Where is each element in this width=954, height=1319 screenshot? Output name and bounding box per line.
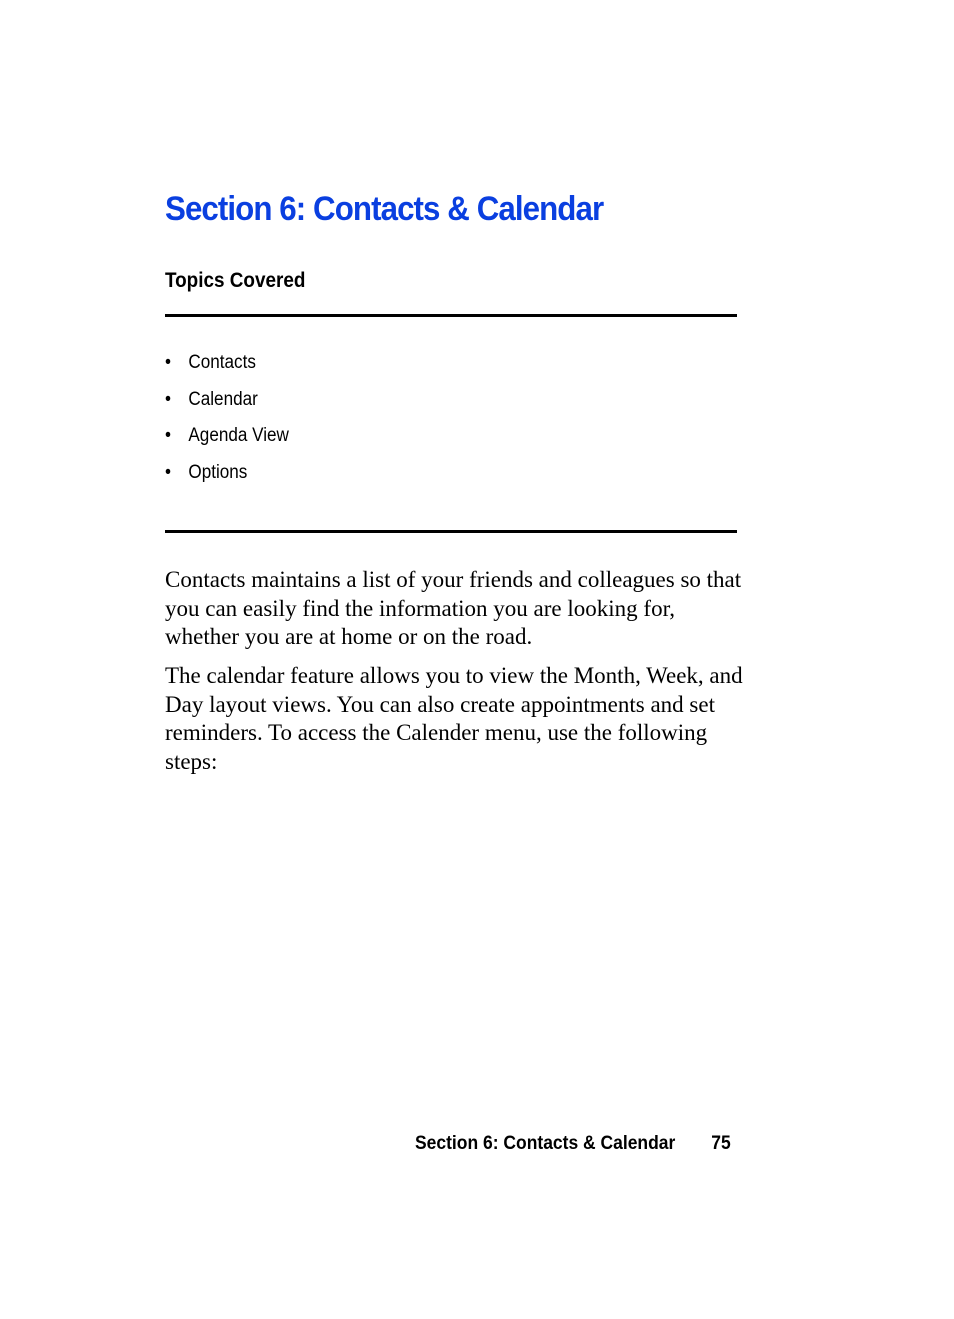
list-item [165, 348, 289, 385]
bullet-icon: • [165, 352, 171, 373]
topics-list [165, 348, 289, 494]
bullet-icon: • [165, 461, 171, 483]
topics-heading: Topics Covered [165, 269, 306, 292]
bullet-icon: • [165, 388, 171, 410]
bullet-icon: • [165, 425, 171, 446]
page-footer [415, 1133, 731, 1155]
topic-label: Contacts [188, 352, 256, 373]
bottom-divider [165, 530, 737, 533]
list-item [165, 458, 289, 495]
list-item [165, 385, 289, 422]
page-number: 75 [711, 1133, 731, 1154]
topic-label: Calendar [188, 388, 258, 410]
topic-label: Options [188, 461, 248, 483]
intro-paragraph: Contacts maintains a list of your friends and colleagues so that you can easily find the information you are looking for, whether you are at home or on the road. [165, 567, 742, 649]
list-item [165, 421, 289, 458]
page-title: Section 6: Contacts & Calendar [165, 190, 604, 228]
top-divider [165, 314, 737, 317]
calendar-paragraph: The calendar feature allows you to view the Month, Week, and Day layout views. You can also create appointments and set reminders. To access the Calender menu, use the following steps: [165, 663, 743, 774]
topic-label: Agenda View [188, 425, 289, 446]
footer-section-label: Section 6: Contacts & Calendar [415, 1133, 676, 1154]
